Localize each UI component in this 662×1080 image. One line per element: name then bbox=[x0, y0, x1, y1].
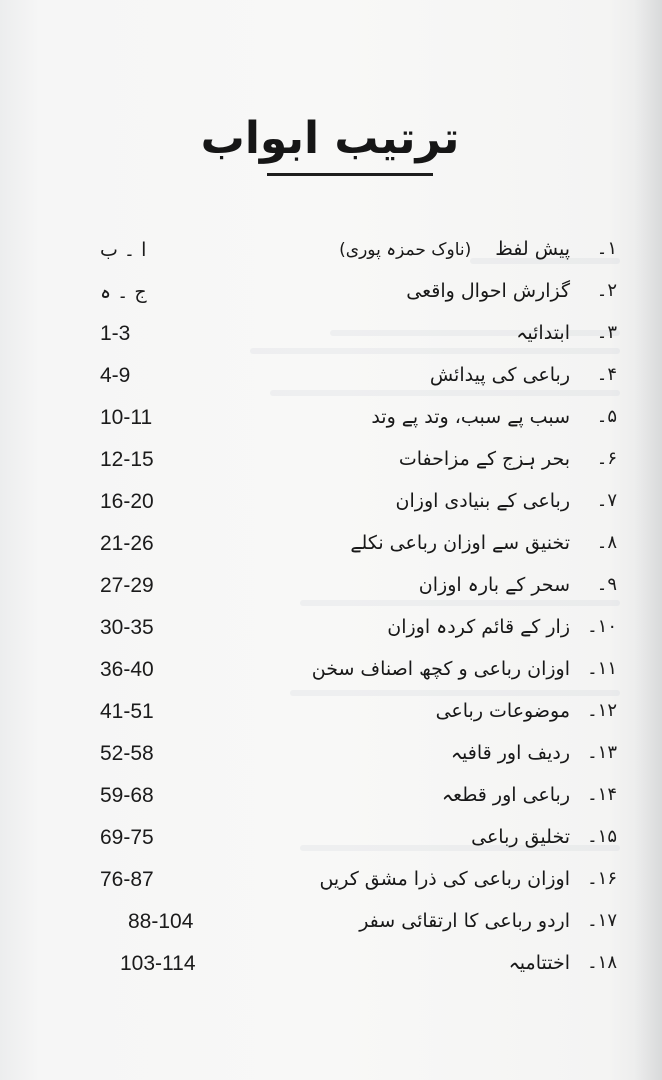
entry-number: ۱۱۔ bbox=[587, 658, 617, 679]
entry-heading: سبب پے سبب، وتد پے وتد bbox=[371, 406, 570, 428]
title-underline bbox=[267, 173, 433, 176]
entry-heading: سحر کے بارہ اوزان bbox=[418, 574, 570, 596]
entry-pages: 21-26 bbox=[100, 532, 154, 555]
entry-number: ۸۔ bbox=[596, 532, 617, 553]
entry-pages: 10-11 bbox=[100, 406, 153, 429]
entry-pages: 1-3 bbox=[100, 322, 131, 345]
toc-entry bbox=[0, 692, 662, 732]
entry-number: ۱۴۔ bbox=[587, 784, 617, 805]
page-title: ترتیب ابواب bbox=[200, 113, 460, 164]
entry-number: ۹۔ bbox=[596, 574, 617, 595]
entry-title: پیش لفظ bbox=[495, 238, 570, 260]
entry-number: ۱۶۔ bbox=[587, 868, 617, 889]
entry-pages: 30-35 bbox=[100, 616, 154, 639]
entry-heading: رباعی کی پیدائش bbox=[429, 364, 570, 386]
entry-pages: 76-87 bbox=[100, 868, 154, 891]
toc-entry bbox=[0, 860, 662, 900]
entry-heading: تخنیق سے اوزان رباعی نکلے bbox=[350, 532, 570, 554]
entry-number: ۱۔ bbox=[596, 238, 617, 259]
entry-number: ۵۔ bbox=[596, 406, 617, 427]
entry-pages: 4-9 bbox=[100, 364, 131, 387]
entry-number: ۱۸۔ bbox=[587, 952, 617, 973]
entry-number: ۱۲۔ bbox=[587, 700, 617, 721]
entry-number: ۳۔ bbox=[596, 322, 617, 343]
toc-entry bbox=[0, 650, 662, 690]
entry-number: ۱۵۔ bbox=[587, 826, 617, 847]
toc-entry bbox=[0, 902, 662, 942]
entry-number: ۱۰۔ bbox=[587, 616, 617, 637]
entry-number: ۴۔ bbox=[596, 364, 617, 385]
entry-heading: تخلیق رباعی bbox=[471, 826, 570, 848]
entry-number: ۷۔ bbox=[596, 490, 617, 511]
toc-entry bbox=[0, 818, 662, 858]
entry-pages: 59-68 bbox=[100, 784, 154, 807]
entry-number: ۱۷۔ bbox=[587, 910, 617, 931]
entry-heading: اختتامیہ bbox=[508, 952, 570, 974]
toc-entry bbox=[0, 356, 662, 396]
entry-pages: 12-15 bbox=[100, 448, 154, 471]
entry-heading: اوزان رباعی و کچھ اصناف سخن bbox=[311, 658, 570, 680]
entry-heading: اردو رباعی کا ارتقائی سفر bbox=[359, 910, 570, 932]
toc-entry bbox=[0, 440, 662, 480]
entry-pages: 103-114 bbox=[120, 952, 196, 975]
entry-author: (ناوک حمزہ پوری) bbox=[339, 240, 472, 260]
toc-entry bbox=[0, 608, 662, 648]
entry-pages: 52-58 bbox=[100, 742, 154, 765]
toc-entry bbox=[0, 734, 662, 774]
entry-heading: زار کے قائم کردہ اوزان bbox=[387, 616, 570, 638]
entry-heading: بحر ہزج کے مزاحفات bbox=[398, 448, 570, 470]
entry-heading bbox=[270, 235, 570, 264]
entry-pages: 27-29 bbox=[100, 574, 154, 597]
toc-entry bbox=[0, 230, 662, 270]
toc-entry bbox=[0, 944, 662, 984]
entry-pages: 41-51 bbox=[100, 700, 154, 723]
table-of-contents bbox=[0, 230, 662, 1010]
entry-heading: رباعی کے بنیادی اوزان bbox=[395, 490, 570, 512]
entry-pages: ا ۔ ب bbox=[100, 239, 147, 261]
entry-number: ۱۳۔ bbox=[587, 742, 617, 763]
entry-heading: اوزان رباعی کی ذرا مشق کریں bbox=[319, 868, 570, 890]
entry-heading: رباعی اور قطعہ bbox=[441, 784, 570, 806]
entry-heading: ابتدائیہ bbox=[516, 322, 570, 344]
entry-number: ۶۔ bbox=[596, 448, 617, 469]
entry-heading: موضوعات رباعی bbox=[435, 700, 570, 722]
toc-entry bbox=[0, 776, 662, 816]
toc-entry bbox=[0, 272, 662, 312]
toc-entry bbox=[0, 566, 662, 606]
entry-pages: 36-40 bbox=[100, 658, 154, 681]
toc-entry bbox=[0, 482, 662, 522]
entry-pages: ج ۔ ہ bbox=[100, 281, 147, 303]
toc-entry bbox=[0, 524, 662, 564]
toc-entry bbox=[0, 398, 662, 438]
entry-heading: ردیف اور قافیہ bbox=[450, 742, 570, 764]
entry-pages: 88-104 bbox=[128, 910, 194, 933]
entry-heading: گزارش احوال واقعی bbox=[406, 280, 570, 302]
toc-entry bbox=[0, 314, 662, 354]
entry-pages: 16-20 bbox=[100, 490, 154, 513]
entry-pages: 69-75 bbox=[100, 826, 154, 849]
entry-number: ۲۔ bbox=[596, 280, 617, 301]
